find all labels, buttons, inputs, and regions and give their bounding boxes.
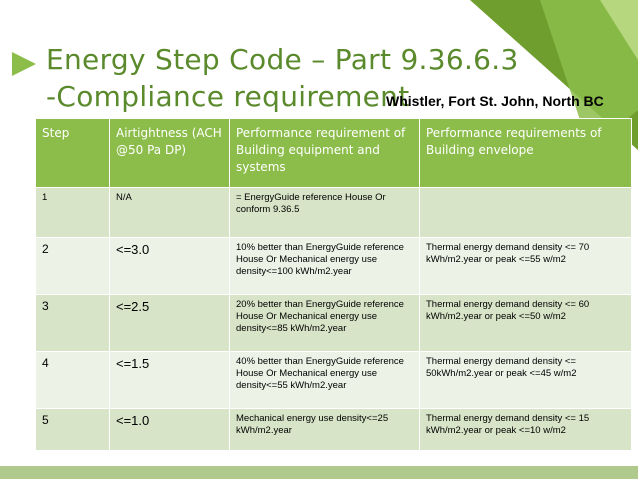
cell-envelope: Thermal energy demand density <= 50kWh/m2.year or peak <=45 w/m2	[420, 352, 632, 409]
title-bullet-icon	[12, 52, 36, 76]
cell-step: 3	[36, 295, 110, 352]
cell-equipment: Mechanical energy use density<=25 kWh/m2.year	[230, 409, 420, 451]
cell-airtightness: <=1.5	[110, 352, 230, 409]
cell-airtightness: <=2.5	[110, 295, 230, 352]
region-label: Whistler, Fort St. John, North BC	[386, 93, 604, 109]
header-airtightness: Airtightness (ACH @50 Pa DP)	[110, 119, 230, 188]
cell-airtightness: N/A	[110, 188, 230, 238]
table-row	[36, 352, 632, 409]
table-row	[36, 238, 632, 295]
cell-envelope	[420, 188, 632, 238]
cell-equipment: 20% better than EnergyGuide reference House Or Mechanical energy use density<=85 kWh/m2.year	[230, 295, 420, 352]
footer-bar	[0, 466, 638, 479]
table-row	[36, 295, 632, 352]
header-envelope: Performance requirements of Building envelope	[420, 119, 632, 188]
header-equipment: Performance requirement of Building equipment and systems	[230, 119, 420, 188]
step-code-table	[35, 118, 632, 451]
cell-envelope: Thermal energy demand density <= 60 kWh/m2.year or peak <=50 w/m2	[420, 295, 632, 352]
cell-equipment: 40% better than EnergyGuide reference House Or Mechanical energy use density<=55 kWh/m2.year	[230, 352, 420, 409]
cell-equipment: 10% better than EnergyGuide reference House Or Mechanical energy use density<=100 kWh/m2.year	[230, 238, 420, 295]
cell-envelope: Thermal energy demand density <= 70 kWh/m2.year or peak <=55 w/m2	[420, 238, 632, 295]
cell-step: 4	[36, 352, 110, 409]
table-header-row	[36, 119, 632, 188]
slide-title-line1: Energy Step Code – Part 9.36.6.3	[46, 43, 519, 76]
header-step: Step	[36, 119, 110, 188]
table-row	[36, 409, 632, 451]
cell-airtightness: <=1.0	[110, 409, 230, 451]
cell-step: 5	[36, 409, 110, 451]
cell-step: 2	[36, 238, 110, 295]
cell-step: 1	[36, 188, 110, 238]
slide-title-line2: -Compliance requirement	[46, 80, 410, 113]
cell-envelope: Thermal energy demand density <= 15 kWh/m2.year or peak <=10 w/m2	[420, 409, 632, 451]
table-row	[36, 188, 632, 238]
cell-equipment: = EnergyGuide reference House Or conform 9.36.5	[230, 188, 420, 238]
cell-airtightness: <=3.0	[110, 238, 230, 295]
